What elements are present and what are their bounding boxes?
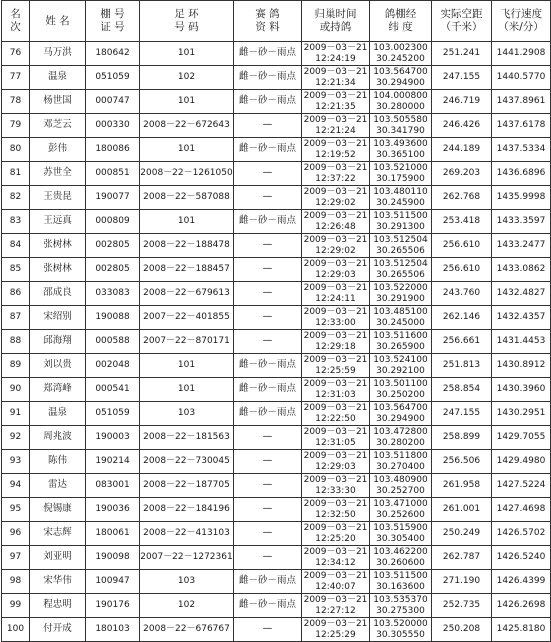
time-cell: 2009－03－21 12:31:05	[302, 426, 370, 450]
pigeon-cell: —	[234, 498, 302, 522]
ring-cell: 101	[140, 378, 234, 402]
distance-cell: 243.760	[432, 282, 492, 306]
distance-cell: 256.610	[432, 234, 492, 258]
table-row	[2, 114, 551, 138]
speed-cell: 1426.4399	[492, 570, 551, 594]
distance-cell: 256.661	[432, 330, 492, 354]
time-cell: 2009－03－21 12:29:18	[302, 330, 370, 354]
time-cell: 2009－03－21 12:34:12	[302, 546, 370, 570]
name-cell: 王远真	[30, 210, 86, 234]
header-name: 姓 名	[30, 1, 86, 42]
coords-cell: 103.480900 30.252700	[370, 474, 432, 498]
speed-cell: 1432.4827	[492, 282, 551, 306]
shed-cell: 083001	[86, 474, 140, 498]
speed-cell: 1433.2477	[492, 234, 551, 258]
name-cell: 邱海翔	[30, 330, 86, 354]
coords-cell: 103.511800 30.270400	[370, 450, 432, 474]
speed-cell: 1430.2951	[492, 402, 551, 426]
rank-cell: 96	[2, 522, 30, 546]
time-cell: 2009－03－21 12:29:02	[302, 234, 370, 258]
header-row	[2, 1, 551, 42]
coords-cell: 103.501100 30.250200	[370, 378, 432, 402]
time-cell: 2009－03－21 12:25:20	[302, 522, 370, 546]
pigeon-cell: —	[234, 258, 302, 282]
shed-cell: 002805	[86, 234, 140, 258]
coords-cell: 103.564700 30.294900	[370, 66, 432, 90]
pigeon-cell: —	[234, 306, 302, 330]
ring-cell: 2008－22－184196	[140, 498, 234, 522]
speed-cell: 1430.3960	[492, 378, 551, 402]
distance-cell: 253.418	[432, 210, 492, 234]
rank-cell: 100	[2, 618, 30, 642]
distance-cell: 250.249	[432, 522, 492, 546]
shed-cell: 190003	[86, 426, 140, 450]
shed-cell: 180642	[86, 42, 140, 66]
pigeon-cell: 雌－砂－雨点	[234, 354, 302, 378]
shed-cell: 000541	[86, 378, 140, 402]
pigeon-cell: —	[234, 330, 302, 354]
speed-cell: 1435.9998	[492, 186, 551, 210]
table-row	[2, 306, 551, 330]
name-cell: 付开成	[30, 618, 86, 642]
name-cell: 刘亚明	[30, 546, 86, 570]
speed-cell: 1441.2908	[492, 42, 551, 66]
ring-cell: 2007－22－401855	[140, 306, 234, 330]
distance-cell: 247.155	[432, 402, 492, 426]
ring-cell: 2008－22－672643	[140, 114, 234, 138]
distance-cell: 258.854	[432, 378, 492, 402]
speed-cell: 1433.3597	[492, 210, 551, 234]
name-cell: 雷达	[30, 474, 86, 498]
speed-cell: 1427.5224	[492, 474, 551, 498]
speed-cell: 1432.4357	[492, 306, 551, 330]
rank-cell: 83	[2, 210, 30, 234]
table-row	[2, 522, 551, 546]
rank-cell: 93	[2, 450, 30, 474]
distance-cell: 262.146	[432, 306, 492, 330]
coords-cell: 103.524100 30.292100	[370, 354, 432, 378]
distance-cell: 261.001	[432, 498, 492, 522]
table-row	[2, 330, 551, 354]
ring-cell: 101	[140, 210, 234, 234]
table-row	[2, 378, 551, 402]
shed-cell: 190036	[86, 498, 140, 522]
speed-cell: 1426.2698	[492, 594, 551, 618]
speed-cell: 1430.8912	[492, 354, 551, 378]
speed-cell: 1437.5334	[492, 138, 551, 162]
time-cell: 2009－03－21 12:29:03	[302, 258, 370, 282]
shed-cell: 033083	[86, 282, 140, 306]
ring-cell: 2008－22－188478	[140, 234, 234, 258]
coords-cell: 103.480110 30.245900	[370, 186, 432, 210]
coords-cell: 103.493600 30.365100	[370, 138, 432, 162]
name-cell: 陈伟	[30, 450, 86, 474]
distance-cell: 256.506	[432, 450, 492, 474]
table-row	[2, 210, 551, 234]
ring-cell: 2008－22－188457	[140, 258, 234, 282]
distance-cell: 262.768	[432, 186, 492, 210]
coords-cell: 103.515900 30.305400	[370, 522, 432, 546]
table-row	[2, 594, 551, 618]
pigeon-cell: —	[234, 618, 302, 642]
ring-cell: 103	[140, 570, 234, 594]
ring-cell: 2008－22－187705	[140, 474, 234, 498]
table-body	[2, 42, 551, 642]
time-cell: 2009－03－21 12:31:03	[302, 378, 370, 402]
time-cell: 2009－03－21 12:21:24	[302, 114, 370, 138]
shed-cell: 051059	[86, 402, 140, 426]
coords-cell: 103.462200 30.260600	[370, 546, 432, 570]
speed-cell: 1433.0862	[492, 258, 551, 282]
ring-cell: 2007－22－1272361	[140, 546, 234, 570]
speed-cell: 1436.6896	[492, 162, 551, 186]
time-cell: 2009－03－21 12:19:52	[302, 138, 370, 162]
table-row	[2, 66, 551, 90]
table-row	[2, 426, 551, 450]
pigeon-cell: —	[234, 186, 302, 210]
name-cell: 张树林	[30, 234, 86, 258]
table-row	[2, 138, 551, 162]
coords-cell: 103.512504 30.265506	[370, 234, 432, 258]
name-cell: 邵成良	[30, 282, 86, 306]
speed-cell: 1426.5240	[492, 546, 551, 570]
rank-cell: 81	[2, 162, 30, 186]
shed-cell: 000851	[86, 162, 140, 186]
name-cell: 温泉	[30, 66, 86, 90]
table-row	[2, 474, 551, 498]
time-cell: 2009－03－21 12:32:50	[302, 498, 370, 522]
distance-cell: 251.813	[432, 354, 492, 378]
distance-cell: 262.787	[432, 546, 492, 570]
table-row	[2, 570, 551, 594]
time-cell: 2009－03－21 12:21:34	[302, 66, 370, 90]
shed-cell: 180103	[86, 618, 140, 642]
pigeon-cell: 雌－砂－雨点	[234, 378, 302, 402]
pigeon-cell: —	[234, 282, 302, 306]
shed-cell: 180086	[86, 138, 140, 162]
header-shed: 棚 号 证 号	[86, 1, 140, 42]
header-coords: 鸽棚经 纬 度	[370, 1, 432, 42]
speed-cell: 1431.4453	[492, 330, 551, 354]
name-cell: 马万洪	[30, 42, 86, 66]
distance-cell: 258.899	[432, 426, 492, 450]
shed-cell: 000747	[86, 90, 140, 114]
distance-cell: 256.610	[432, 258, 492, 282]
distance-cell: 247.155	[432, 66, 492, 90]
pigeon-cell: 雌－砂－雨点	[234, 138, 302, 162]
shed-cell: 051059	[86, 66, 140, 90]
distance-cell: 269.203	[432, 162, 492, 186]
table-row	[2, 234, 551, 258]
table-row	[2, 42, 551, 66]
pigeon-cell: 雌－砂－雨点	[234, 90, 302, 114]
name-cell: 宋绍别	[30, 306, 86, 330]
ring-cell: 2008－22－413103	[140, 522, 234, 546]
time-cell: 2009－03－21 12:33:00	[302, 306, 370, 330]
rank-cell: 90	[2, 378, 30, 402]
pigeon-cell: 雌－砂－雨点	[234, 66, 302, 90]
rank-cell: 87	[2, 306, 30, 330]
ring-cell: 2008－22－676767	[140, 618, 234, 642]
coords-cell: 103.511500 30.291300	[370, 210, 432, 234]
time-cell: 2009－03－21 12:22:50	[302, 402, 370, 426]
table-row	[2, 618, 551, 642]
shed-cell: 180061	[86, 522, 140, 546]
name-cell: 宋华伟	[30, 570, 86, 594]
ring-cell: 2007－22－870171	[140, 330, 234, 354]
table-row	[2, 354, 551, 378]
pigeon-cell: —	[234, 234, 302, 258]
pigeon-cell: 雌－砂－雨点	[234, 42, 302, 66]
ring-cell: 102	[140, 66, 234, 90]
rank-cell: 92	[2, 426, 30, 450]
table-row	[2, 90, 551, 114]
shed-cell: 000588	[86, 330, 140, 354]
speed-cell: 1425.8180	[492, 618, 551, 642]
header-ring: 足 环 号 码	[140, 1, 234, 42]
pigeon-cell: 雌－砂－雨点	[234, 594, 302, 618]
pigeon-cell: —	[234, 114, 302, 138]
rank-cell: 91	[2, 402, 30, 426]
rank-cell: 80	[2, 138, 30, 162]
pigeon-cell: —	[234, 474, 302, 498]
table-row	[2, 498, 551, 522]
time-cell: 2009－03－21 12:25:29	[302, 618, 370, 642]
name-cell: 张树林	[30, 258, 86, 282]
table-row	[2, 186, 551, 210]
distance-cell: 246.719	[432, 90, 492, 114]
name-cell: 温泉	[30, 402, 86, 426]
ring-cell: 101	[140, 354, 234, 378]
ring-cell: 101	[140, 90, 234, 114]
coords-cell: 103.511600 30.265900	[370, 330, 432, 354]
rank-cell: 85	[2, 258, 30, 282]
rank-cell: 86	[2, 282, 30, 306]
name-cell: 王贵昆	[30, 186, 86, 210]
name-cell: 彭伟	[30, 138, 86, 162]
table-row	[2, 546, 551, 570]
name-cell: 程忠明	[30, 594, 86, 618]
time-cell: 2009－03－21 12:37:22	[302, 162, 370, 186]
shed-cell: 190214	[86, 450, 140, 474]
distance-cell: 251.241	[432, 42, 492, 66]
name-cell: 周兆波	[30, 426, 86, 450]
ring-cell: 2008－22－730045	[140, 450, 234, 474]
time-cell: 2009－03－21 12:26:48	[302, 210, 370, 234]
name-cell: 邓芝云	[30, 114, 86, 138]
speed-cell: 1429.4980	[492, 450, 551, 474]
ring-cell: 2008－22－1261050	[140, 162, 234, 186]
pigeon-cell: 雌－砂－雨点	[234, 210, 302, 234]
coords-cell: 103.485100 30.245000	[370, 306, 432, 330]
coords-cell: 103.522000 30.291900	[370, 282, 432, 306]
shed-cell: 190176	[86, 594, 140, 618]
ring-cell: 2008－22－181563	[140, 426, 234, 450]
ring-cell: 2008－22－587088	[140, 186, 234, 210]
shed-cell: 190088	[86, 306, 140, 330]
speed-cell: 1426.5702	[492, 522, 551, 546]
time-cell: 2009－03－21 12:29:03	[302, 450, 370, 474]
table-row	[2, 450, 551, 474]
name-cell: 宋志辉	[30, 522, 86, 546]
time-cell: 2009－03－21 12:29:02	[302, 186, 370, 210]
header-time: 归巢时间 或持鸽	[302, 1, 370, 42]
speed-cell: 1429.7055	[492, 426, 551, 450]
pigeon-cell: —	[234, 450, 302, 474]
shed-cell: 190098	[86, 546, 140, 570]
name-cell: 苏世全	[30, 162, 86, 186]
pigeon-cell: 雌－砂－雨点	[234, 570, 302, 594]
rank-cell: 97	[2, 546, 30, 570]
coords-cell: 103.535370 30.275300	[370, 594, 432, 618]
coords-cell: 103.505580 30.341790	[370, 114, 432, 138]
name-cell: 倪锡康	[30, 498, 86, 522]
name-cell: 杨世国	[30, 90, 86, 114]
distance-cell: 244.189	[432, 138, 492, 162]
time-cell: 2009－03－21 12:40:07	[302, 570, 370, 594]
name-cell: 郑湾峰	[30, 378, 86, 402]
speed-cell: 1427.4698	[492, 498, 551, 522]
coords-cell: 103.002300 30.245200	[370, 42, 432, 66]
rank-cell: 99	[2, 594, 30, 618]
time-cell: 2009－03－21 12:21:35	[302, 90, 370, 114]
pigeon-cell: —	[234, 546, 302, 570]
ring-cell: 101	[140, 42, 234, 66]
shed-cell: 000330	[86, 114, 140, 138]
distance-cell: 246.426	[432, 114, 492, 138]
shed-cell: 000809	[86, 210, 140, 234]
coords-cell: 103.512504 30.265506	[370, 258, 432, 282]
coords-cell: 103.564700 30.294900	[370, 402, 432, 426]
rank-cell: 94	[2, 474, 30, 498]
speed-cell: 1437.8961	[492, 90, 551, 114]
pigeon-cell: —	[234, 426, 302, 450]
distance-cell: 250.208	[432, 618, 492, 642]
speed-cell: 1437.6178	[492, 114, 551, 138]
name-cell: 刘以贵	[30, 354, 86, 378]
rank-cell: 98	[2, 570, 30, 594]
rank-cell: 76	[2, 42, 30, 66]
header-pigeon: 赛 鸽 资 料	[234, 1, 302, 42]
header-distance: 实际空距 （千米）	[432, 1, 492, 42]
time-cell: 2009－03－21 12:24:11	[302, 282, 370, 306]
shed-cell: 002048	[86, 354, 140, 378]
rank-cell: 95	[2, 498, 30, 522]
time-cell: 2009－03－21 12:25:59	[302, 354, 370, 378]
results-table	[1, 0, 551, 642]
coords-cell: 103.520000 30.305550	[370, 618, 432, 642]
rank-cell: 89	[2, 354, 30, 378]
table-row	[2, 258, 551, 282]
table-row	[2, 402, 551, 426]
rank-cell: 77	[2, 66, 30, 90]
table-row	[2, 282, 551, 306]
rank-cell: 82	[2, 186, 30, 210]
rank-cell: 88	[2, 330, 30, 354]
ring-cell: 101	[140, 138, 234, 162]
time-cell: 2009－03－21 12:33:30	[302, 474, 370, 498]
ring-cell: 102	[140, 594, 234, 618]
header-rank: 名 次	[2, 1, 30, 42]
pigeon-cell: —	[234, 162, 302, 186]
time-cell: 2009－03－21 12:24:19	[302, 42, 370, 66]
coords-cell: 103.511500 30.163600	[370, 570, 432, 594]
speed-cell: 1440.5770	[492, 66, 551, 90]
shed-cell: 002805	[86, 258, 140, 282]
shed-cell: 190077	[86, 186, 140, 210]
ring-cell: 103	[140, 402, 234, 426]
distance-cell: 261.958	[432, 474, 492, 498]
distance-cell: 252.735	[432, 594, 492, 618]
rank-cell: 78	[2, 90, 30, 114]
coords-cell: 103.521000 30.175900	[370, 162, 432, 186]
shed-cell: 100947	[86, 570, 140, 594]
time-cell: 2009－03－21 12:27:12	[302, 594, 370, 618]
rank-cell: 79	[2, 114, 30, 138]
table-row	[2, 162, 551, 186]
coords-cell: 103.472800 30.280200	[370, 426, 432, 450]
pigeon-cell: —	[234, 522, 302, 546]
coords-cell: 104.000800 30.280000	[370, 90, 432, 114]
distance-cell: 271.190	[432, 570, 492, 594]
ring-cell: 2008－22－679613	[140, 282, 234, 306]
coords-cell: 103.471000 30.252600	[370, 498, 432, 522]
header-speed: 飞行速度 （米/分）	[492, 1, 551, 42]
pigeon-cell: 雌－砂－雨点	[234, 402, 302, 426]
rank-cell: 84	[2, 234, 30, 258]
